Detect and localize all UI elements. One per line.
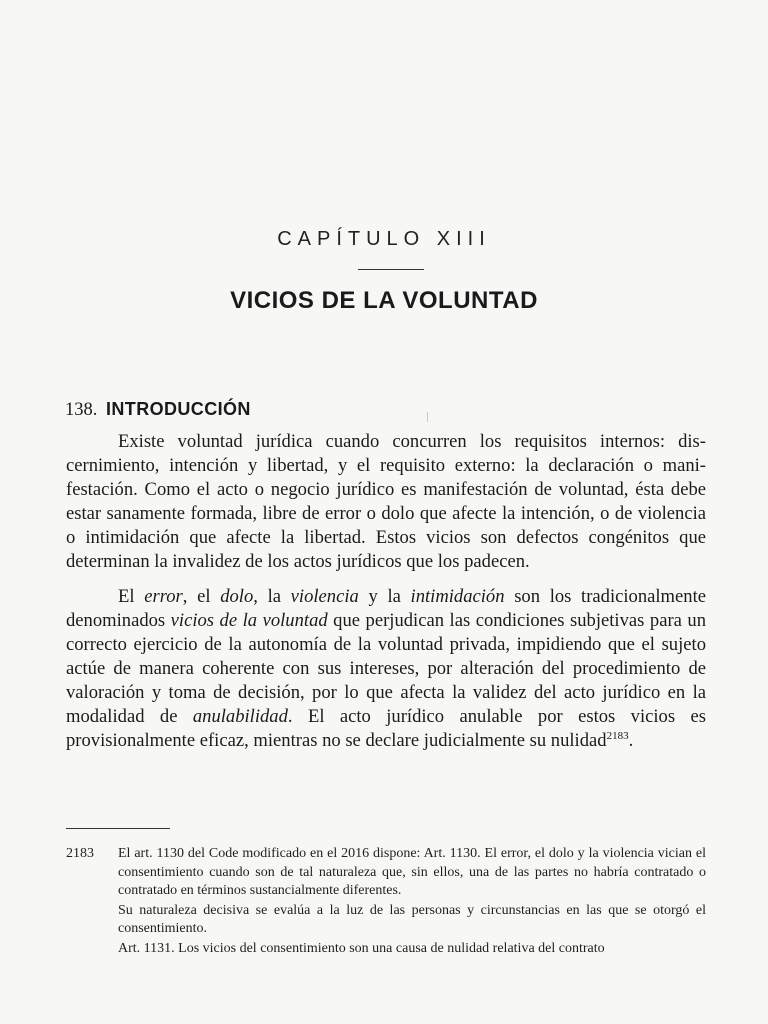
term-intimidacion: intimidación xyxy=(410,586,505,607)
scan-artifact xyxy=(427,412,428,422)
footnote-body xyxy=(118,845,706,958)
footnote-reference[interactable]: 2183 xyxy=(606,729,629,742)
chapter-divider xyxy=(358,269,424,270)
section-number: 138. xyxy=(65,400,98,420)
paragraph-2 xyxy=(66,585,706,753)
p2-text: son los tradicionalmente denominados xyxy=(66,586,706,631)
body-text xyxy=(66,430,706,753)
p2-text: . xyxy=(628,730,634,751)
p2-text: que perjudican las condiciones subjetivas para un correcto ejercicio de la autonomía de la voluntad privada, impidiendo que el sujeto actúe de manera coherente con sus intereses, por alteración del procedimiento de valoración y toma de decisión, por lo que afecta la validez del acto jurídico en la modalidad de xyxy=(66,610,706,727)
p2-text: El xyxy=(118,586,145,607)
p2-text: . El acto jurídico anulable por estos vicios es provisionalmente eficaz, mientras no se declare judicialmente su nulidad xyxy=(66,706,706,751)
footnote-divider xyxy=(66,828,170,829)
footnote xyxy=(66,845,706,958)
footnote-line: Su naturaleza decisiva se evalúa a la luz de las personas y circunstancias en las que se otorgó el consentimiento. xyxy=(118,902,706,936)
chapter-title: VICIOS DE LA VOLUNTAD xyxy=(230,287,538,314)
footnote-line: El art. 1130 del Code modificado en el 2016 dispone: Art. 1130. El error, el dolo y la violencia vician el consentimiento cuando son de tal naturaleza que, sin ellos, una de las partes no habría contratado o contratado en términos sustancialmente diferentes. xyxy=(118,846,706,898)
section-title: INTRODUCCIÓN xyxy=(106,399,251,419)
term-anulabilidad: anulabilidad xyxy=(192,706,288,727)
chapter-label: CAPÍTULO XIII xyxy=(277,228,491,250)
term-vicios-voluntad: vicios de la voluntad xyxy=(170,610,328,631)
section-heading xyxy=(65,399,251,421)
p2-text: , el xyxy=(182,586,221,607)
footnote-line: Art. 1131. Los vicios del consentimiento son una causa de nulidad relativa del contrato xyxy=(118,940,605,956)
p2-text: y la xyxy=(358,586,411,607)
term-violencia: violencia xyxy=(290,586,359,607)
p2-text: , la xyxy=(253,586,291,607)
paragraph-1: Existe voluntad jurídica cuando concurren los requisitos internos: discernimiento, intención y libertad, y el requisito externo: la declaración o manifestación. Como el acto o negocio jurídico es manifestación de voluntad, ésta debe estar sanamente formada, libre de error o dolo que afecte la intención, o de violencia o intimidación que afecte la libertad. Estos vicios son defectos congénitos que determinan la invalidez de los actos jurídicos que los padecen. xyxy=(66,431,706,572)
footnote-number: 2183 xyxy=(66,846,94,861)
term-error: error xyxy=(144,586,183,607)
term-dolo: dolo xyxy=(220,586,254,607)
